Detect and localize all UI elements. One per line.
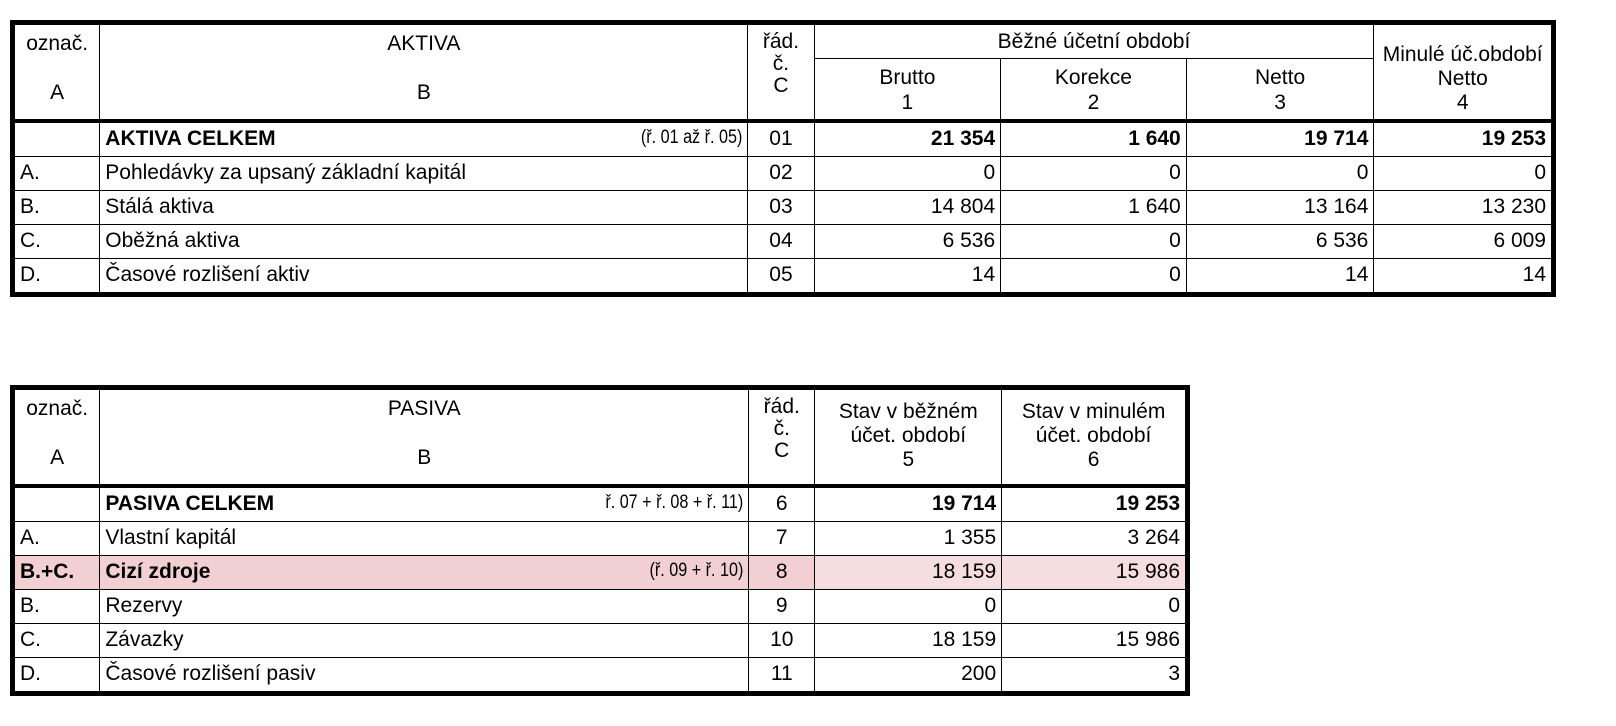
row-code bbox=[13, 121, 100, 157]
pasiva-header-oznac: označ. A bbox=[13, 388, 100, 486]
row-number: 10 bbox=[749, 623, 815, 657]
value-previous: 15 986 bbox=[1002, 555, 1188, 589]
row-code: C. bbox=[13, 623, 100, 657]
table-row bbox=[13, 258, 1554, 294]
row-label: AKTIVA CELKEM (ř. 01 až ř. 05) bbox=[100, 121, 748, 157]
row-number: 9 bbox=[749, 589, 815, 623]
row-code: B. bbox=[13, 589, 100, 623]
row-number: 11 bbox=[749, 657, 815, 693]
value-korekce: 1 640 bbox=[1001, 121, 1187, 157]
pasiva-header-title: PASIVA B bbox=[100, 388, 749, 486]
value-previous: 0 bbox=[1374, 156, 1554, 190]
value-current: 0 bbox=[815, 589, 1002, 623]
aktiva-header-oznac: označ. A bbox=[13, 23, 100, 121]
value-netto: 0 bbox=[1186, 156, 1374, 190]
row-number: 04 bbox=[748, 224, 814, 258]
value-current: 200 bbox=[815, 657, 1002, 693]
table-row bbox=[13, 190, 1554, 224]
value-netto: 13 164 bbox=[1186, 190, 1374, 224]
row-code: D. bbox=[13, 657, 100, 693]
row-code: B.+C. bbox=[13, 555, 100, 589]
row-label: Rezervy bbox=[100, 589, 749, 623]
row-number: 01 bbox=[748, 121, 814, 157]
value-netto: 6 536 bbox=[1186, 224, 1374, 258]
value-previous: 3 264 bbox=[1002, 521, 1188, 555]
value-current: 18 159 bbox=[815, 623, 1002, 657]
row-number: 8 bbox=[749, 555, 815, 589]
value-previous: 14 bbox=[1374, 258, 1554, 294]
value-previous: 0 bbox=[1002, 589, 1188, 623]
value-korekce: 0 bbox=[1001, 258, 1187, 294]
row-formula: ř. 07 + ř. 08 + ř. 11) bbox=[605, 492, 744, 513]
row-label: Závazky bbox=[100, 623, 749, 657]
aktiva-total-row bbox=[13, 121, 1554, 157]
row-label: Pohledávky za upsaný základní kapitál bbox=[100, 156, 748, 190]
value-brutto: 21 354 bbox=[814, 121, 1001, 157]
value-korekce: 1 640 bbox=[1001, 190, 1187, 224]
aktiva-header-current-period: Běžné účetní období bbox=[814, 23, 1374, 59]
row-label: Stálá aktiva bbox=[100, 190, 748, 224]
row-number: 02 bbox=[748, 156, 814, 190]
row-number: 05 bbox=[748, 258, 814, 294]
aktiva-header-netto: Netto 3 bbox=[1186, 59, 1374, 121]
aktiva-header-radek: řád. č. C bbox=[748, 23, 814, 121]
row-code: C. bbox=[13, 224, 100, 258]
value-netto: 14 bbox=[1186, 258, 1374, 294]
aktiva-table bbox=[10, 20, 1556, 297]
row-formula: (ř. 01 až ř. 05) bbox=[640, 127, 743, 148]
row-label: Časové rozlišení aktiv bbox=[100, 258, 748, 294]
value-previous: 19 253 bbox=[1002, 486, 1188, 522]
row-code: D. bbox=[13, 258, 100, 294]
row-formula: (ř. 09 + ř. 10) bbox=[649, 560, 744, 581]
row-label: Časové rozlišení pasiv bbox=[100, 657, 749, 693]
value-previous: 13 230 bbox=[1374, 190, 1554, 224]
value-previous: 6 009 bbox=[1374, 224, 1554, 258]
table-row bbox=[13, 657, 1188, 693]
aktiva-header-korekce: Korekce 2 bbox=[1001, 59, 1187, 121]
pasiva-total-row bbox=[13, 486, 1188, 522]
table-row bbox=[13, 521, 1188, 555]
value-current: 18 159 bbox=[815, 555, 1002, 589]
pasiva-table bbox=[10, 385, 1190, 696]
row-number: 03 bbox=[748, 190, 814, 224]
value-previous: 19 253 bbox=[1374, 121, 1554, 157]
pasiva-header-previous: Stav v minulém účet. období 6 bbox=[1002, 388, 1188, 486]
table-row bbox=[13, 156, 1554, 190]
aktiva-header-previous-period: Minulé úč.období Netto 4 bbox=[1374, 23, 1554, 121]
value-brutto: 14 804 bbox=[814, 190, 1001, 224]
row-label: Vlastní kapitál bbox=[100, 521, 749, 555]
row-code: A. bbox=[13, 521, 100, 555]
row-label: Oběžná aktiva bbox=[100, 224, 748, 258]
row-code: A. bbox=[13, 156, 100, 190]
aktiva-header-title: AKTIVA B bbox=[100, 23, 748, 121]
pasiva-header-radek: řád. č. C bbox=[749, 388, 815, 486]
value-brutto: 0 bbox=[814, 156, 1001, 190]
table-row bbox=[13, 623, 1188, 657]
table-row bbox=[13, 589, 1188, 623]
row-number: 6 bbox=[749, 486, 815, 522]
aktiva-header-brutto: Brutto 1 bbox=[814, 59, 1001, 121]
value-korekce: 0 bbox=[1001, 224, 1187, 258]
value-korekce: 0 bbox=[1001, 156, 1187, 190]
row-code bbox=[13, 486, 100, 522]
table-row bbox=[13, 224, 1554, 258]
row-code: B. bbox=[13, 190, 100, 224]
value-previous: 15 986 bbox=[1002, 623, 1188, 657]
row-label: Cizí zdroje (ř. 09 + ř. 10) bbox=[100, 555, 749, 589]
row-number: 7 bbox=[749, 521, 815, 555]
pasiva-header-current: Stav v běžném účet. období 5 bbox=[815, 388, 1002, 486]
value-brutto: 14 bbox=[814, 258, 1001, 294]
highlighted-row bbox=[13, 555, 1188, 589]
value-previous: 3 bbox=[1002, 657, 1188, 693]
value-current: 1 355 bbox=[815, 521, 1002, 555]
value-current: 19 714 bbox=[815, 486, 1002, 522]
value-netto: 19 714 bbox=[1186, 121, 1374, 157]
value-brutto: 6 536 bbox=[814, 224, 1001, 258]
row-label: PASIVA CELKEM ř. 07 + ř. 08 + ř. 11) bbox=[100, 486, 749, 522]
